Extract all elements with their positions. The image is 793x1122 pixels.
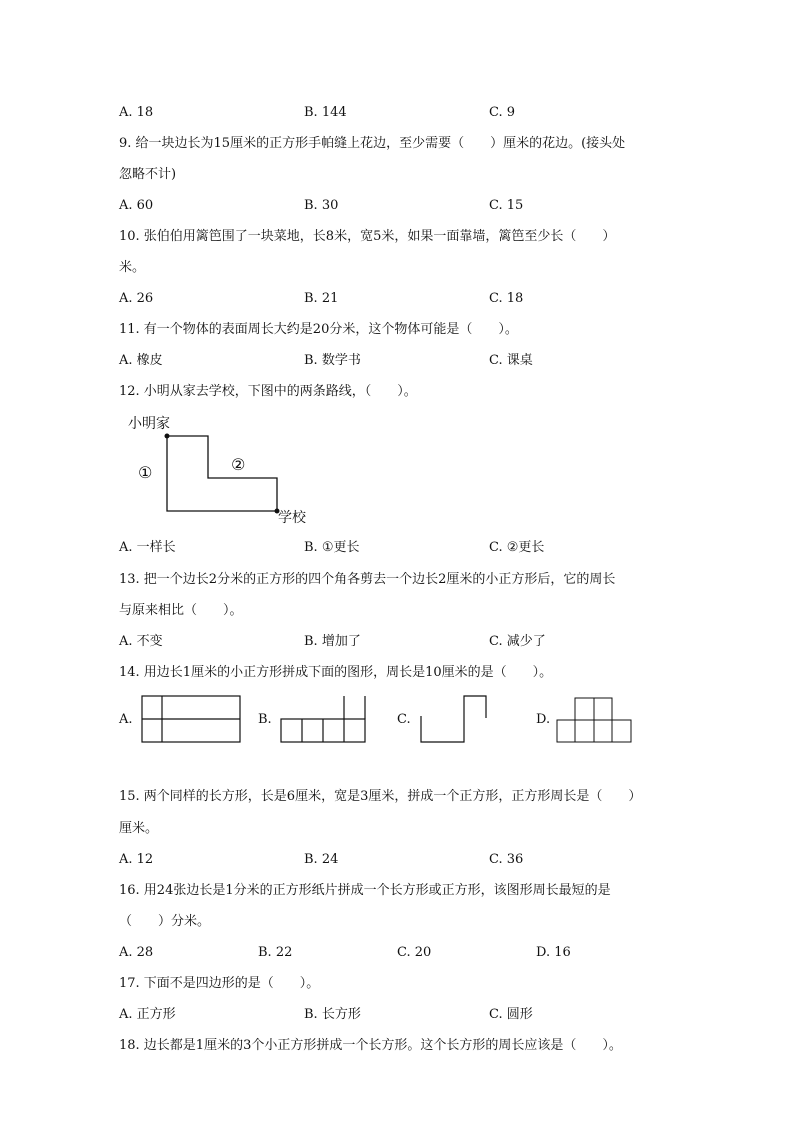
route-2-path — [167, 436, 277, 511]
q16-text-line2: （ ）分米。 — [119, 914, 211, 929]
q8-option-a: A. 18 — [119, 105, 154, 120]
q9-text-line2: 忽略不计) — [119, 167, 177, 182]
route-2-label: ② — [231, 455, 246, 474]
q13-option-c: C. 减少了 — [489, 634, 546, 649]
q17-text: 17. 下面不是四边形的是（ ）。 — [119, 976, 320, 991]
q16-option-b: B. 22 — [258, 945, 293, 960]
q14-figure-a — [140, 694, 244, 746]
q15-option-c: C. 36 — [489, 852, 524, 867]
q9-option-c: C. 15 — [489, 198, 524, 213]
q9-option-a: A. 60 — [119, 198, 154, 213]
q11-option-c: C. 课桌 — [489, 353, 533, 368]
q16-option-d: D. 16 — [536, 945, 571, 960]
q8-option-c: C. 9 — [489, 105, 516, 120]
q14-text: 14. 用边长1厘米的小正方形拼成下面的图形，周长是10厘米的是（ ）。 — [119, 665, 553, 680]
q11-option-b: B. 数学书 — [304, 353, 361, 368]
route-1-path — [167, 436, 277, 511]
q14-figure-c — [418, 694, 490, 748]
q12-route-diagram — [126, 412, 316, 528]
q17-option-a: A. 正方形 — [119, 1007, 176, 1022]
q16-option-c: C. 20 — [397, 945, 432, 960]
q15-option-a: A. 12 — [119, 852, 154, 867]
q9-text-line1: 9. 给一块边长为15厘米的正方形手帕缝上花边，至少需要（ ）厘米的花边。(接头处 — [119, 136, 626, 151]
q14-figure-b — [278, 694, 370, 746]
q17-option-b: B. 长方形 — [304, 1007, 361, 1022]
q12-text: 12. 小明从家去学校，下图中的两条路线，（ ）。 — [119, 384, 417, 399]
q10-text-line1: 10. 张伯伯用篱笆围了一块菜地，长8米，宽5米，如果一面靠墙，篱笆至少长（ ） — [119, 229, 616, 244]
q10-option-c: C. 18 — [489, 291, 524, 306]
q16-text-line1: 16. 用24张边长是1分米的正方形纸片拼成一个长方形或正方形，该图形周长最短的是 — [119, 883, 611, 898]
q14-figure-d — [555, 694, 635, 746]
q8-option-b: B. 144 — [304, 105, 347, 120]
q12-option-a: A. 一样长 — [119, 540, 176, 555]
q15-text-line2: 厘米。 — [119, 821, 159, 836]
q12-option-b: B. ①更长 — [304, 540, 360, 555]
q10-option-b: B. 21 — [304, 291, 339, 306]
q15-option-b: B. 24 — [304, 852, 339, 867]
q13-option-b: B. 增加了 — [304, 634, 361, 649]
q15-text-line1: 15. 两个同样的长方形，长是6厘米，宽是3厘米，拼成一个正方形，正方形周长是（ ） — [119, 789, 642, 804]
school-label: 学校 — [278, 510, 306, 526]
q13-text-line1: 13. 把一个边长2分米的正方形的四个角各剪去一个边长2厘米的小正方形后，它的周长 — [119, 572, 616, 587]
q16-option-a: A. 28 — [119, 945, 154, 960]
q9-option-b: B. 30 — [304, 198, 339, 213]
q14-option-d-label: D. — [536, 712, 551, 727]
q14-option-c-label: C. — [397, 712, 411, 727]
route-1-label: ① — [138, 463, 153, 482]
q17-option-c: C. 圆形 — [489, 1007, 533, 1022]
home-label: 小明家 — [128, 416, 170, 432]
q14-option-a-label: A. — [119, 712, 133, 727]
q10-option-a: A. 26 — [119, 291, 154, 306]
q13-text-line2: 与原来相比（ ）。 — [119, 603, 243, 618]
q18-text: 18. 边长都是1厘米的3个小正方形拼成一个长方形。这个长方形的周长应该是（ ）。 — [119, 1038, 622, 1053]
q12-option-c: C. ②更长 — [489, 540, 545, 555]
q11-text: 11. 有一个物体的表面周长大约是20分米，这个物体可能是（ ）。 — [119, 322, 518, 337]
q11-option-a: A. 橡皮 — [119, 353, 163, 368]
q14-option-b-label: B. — [258, 712, 272, 727]
q10-text-line2: 米。 — [119, 260, 146, 275]
q13-option-a: A. 不变 — [119, 634, 163, 649]
